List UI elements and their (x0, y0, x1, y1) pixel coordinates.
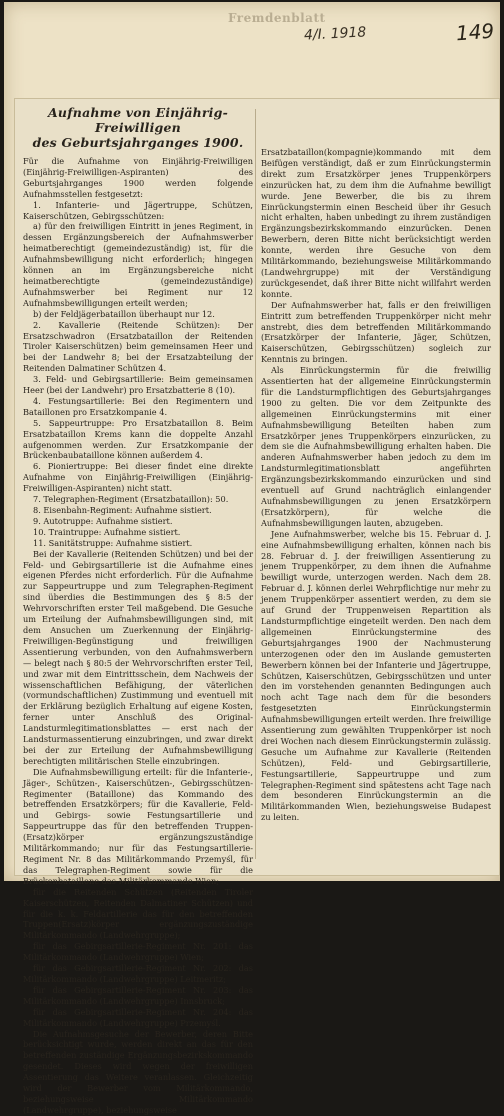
paragraph: Bei der Kavallerie (Reitenden Schützen) und bei der Feld- und Gebirgsartillerie ist die Aufnahme eines eigenen Pferdes nicht erforderlich. Für die Aufnahme zur Sappeurtruppe und zum Telegraphen-Regiment sind überdies die Bestimmungen des § 8:5 der Wehrvorschriften erster Teil maßgebend. Die Gesuche um Erteilung der Aufnahmsbewilligungen sind, mit dem Ansuchen um Zuerkennung der Einjährig-Freiwilligen-Begünstigung und freiwilligen Assentierung verbunden, von den Aufnahmswerbern — belegt nach § 80:5 der Wehrvorschriften erster Teil, und zwar mit dem Eintrittsschein, dem Nachweis der wissenschaftlichen Befähigung, der väterlichen (vormundschaftlichen) Zustimmung und eventuell mit der Erklärung bezüglich Erhaltung auf eigene Kosten, ferner unter Anschluß des Original-Landsturmlegitimationsblattes — erst nach der Landsturmassentierung einzubringen, und zwar direkt bei der zur Erteilung der Aufnahmsbewilligung berechtigten militärischen Stelle einzubringen. (23, 548, 253, 766)
paragraph: 2. Kavallerie (Reitende Schützen): Der Ersatzschwadron (Ersatzbataillon der Reitenden Tiroler Kaiserschützen) beim gemeinsamen Heer und bei der Landwehr 8; bei der Ersatzabteilung der Reitenden Dalmatiner Schützen 4. (23, 319, 253, 374)
paragraph: Für die Aufnahme von Einjährig-Freiwilligen (Einjährig-Freiwilligen-Aspiranten) des Geburtsjahrganges 1900 werden folgende Aufnahmsstellen festgesetzt: (23, 156, 253, 199)
paragraph: für das Gebirgsartillerie-Regiment Nr. 201: das Militärkommando (Landwehrgruppe) Wien; (23, 941, 253, 963)
paragraph: für das Gebirgsartillerie-Regiment Nr. 202: das Militärkommando (Landwehrgruppe) Leitmeritz; (23, 963, 253, 984)
paragraph: 6. Pioniertruppe: Bei dieser findet eine direkte Aufnahme von Einjährig-Freiwilligen (Einjährig-Freiwilligen-Aspiranten) nicht statt. (23, 461, 253, 494)
paragraph: 11. Sanitätstruppe: Aufnahme sistiert. (33, 537, 193, 548)
paragraph: 5. Sappeurtruppe: Pro Ersatzbataillon 8. Beim Ersatzbataillon Krems kann die doppelte Anzahl aufgenommen werden. Zur Ersatzkompanie der Brückenbaubataillone können außerdem 4. (23, 417, 253, 461)
archive-stamp: Fremdenblatt (228, 11, 326, 25)
paragraph: Ersatzbataillon(kompagnie)kommando mit dem Beifügen verständigt, daß er zum Einrückungstermin direkt zum Ersatzkörper jenes Truppenkörpers einzurücken hat, zu dem ihm die Aufnahme bewilligt wurde. Jene Bewerber, die bis zu ihrem Einrückungstermin einen Bescheid über ihr Gesuch nicht erhalten, haben unbedingt zu ihrem zuständigen Ergänzungsbezirkskommando einzurücken. Denen Bewerbern, deren Bitte nicht berücksichtigt werden konnte, werden ihre Gesuche von dem Militärkommando, beziehungsweise Militärkommando (Landwehrgruppe) mit der Verständigung zurückgesendet, daß ihrer Bitte nicht willfahrt werden konnte. (261, 147, 491, 299)
column-divider (255, 109, 256, 859)
paragraph: für die Reitenden Schützen (Reitenden Tiroler Kaiserschützen, Reitenden Dalmatiner Schützen) und für die k. k. Feldartillerie das für den betreffenden Truppen(Ersatz)körper ergänzungszuständige Militärkommando (Landwehrgruppe); (23, 886, 253, 941)
paragraph: 3. Feld- und Gebirgsartillerie: Beim gemeinsamen Heer (bei der Landwehr) pro Ersatzbatterie 8 (10). (23, 374, 253, 396)
paragraph: a) für den freiwilligen Eintritt in jenes Regiment, in dessen Ergänzungsbereich der Aufnahmswerber heimatberechtigt (gemeindezuständig) ist, für die Aufnahmsbewilligung nicht erforderlich; hingegen können an im Ergänzungsbereiche nicht heimatberechtigte (gemeindezuständige) Aufnahmswerber bei Regiment nur 12 Aufnahmsbewilligungen erteilt werden; (23, 221, 253, 308)
article-right-column (261, 147, 491, 823)
paragraph: 8. Eisenbahn-Regiment: Aufnahme sistiert. (33, 505, 212, 515)
paragraph: Jene Aufnahmswerber, welche bis 15. Februar d. J. eine Aufnahmsbewilligung erhalten, können nach bis 28. Februar d. J. der freiwilligen Assentierung zu jenem Truppenkörper, zu dem ihnen die Aufnahme bewilligt wurde, unterzogen werden. Nach dem 28. Februar d. J. können derlei Wehrpflichtige nur mehr zu jenem Truppenkörper assentiert werden, zu dem sie auf Grund der Truppenweisen Repartition als Landsturmpflichtige eingeteilt werden. Den nach dem allgemeinen Einrückungstermine des Geburtsjahrganges 1900 der Nachmusterung unterzogenen oder den im Auslande gemusterten Bewerbern können bei der Infanterie und Jägertruppe, Schützen, Kaiserschützen, Gebirgsschützen und unter den im vorstehenden genannten Bedingungen auch noch acht Tage nach dem für die besonders festgesetzten Einrückungstermin Aufnahmsbewilligungen erteilt werden. Ihre freiwillige Assentierung zum gewählten Truppenkörper ist noch drei Wochen nach diesem Einrückungstermin zulässig. Gesuche um Aufnahme zur Kavallerie (Reitenden Schützen), Feld- und Gebirgsartillerie, Festungsartillerie, Sappeurtruppe und zum Telegraphen-Regiment sind spätestens acht Tage nach dem besonderen Einrückungstermin an die Militärkommanden Wien, beziehungsweise Budapest zu leiten. (261, 528, 491, 823)
article-title-line-1: Aufnahme von Einjährig-Freiwilligen (48, 105, 228, 135)
paragraph: 9. Autotruppe: Aufnahme sistiert. (33, 515, 173, 526)
paragraph: 4. Festungsartillerie: Bei den Regimentern und Bataillonen pro Ersatzkompanie 4. (23, 395, 253, 417)
paragraph: Die Aufnahmsbewilligung erteilt: für die Infanterie-, Jäger-, Schützen-, Kaiserschützen-, Gebirgsschützen-Regimenter (Bataillone) das Kommando des betreffenden Ersatzkörpers; für die Kavallerie, Feld- und Gebirgs- sowie Festungsartillerie und Sappeurtruppe das für den betreffenden Truppen-(Ersatz)körper ergänzungszuständige Militärkommando; nur für das Festungsartillerie-Regiment Nr. 8 das Militärkommando Przemyśl, für das Telegraphen-Regiment sowie für die Brückenbataillone das Militärkommando Wien; (23, 766, 253, 886)
paragraph: für das Gebirgsartillerie-Regiment Nr. 203: das Militärkommando (Landwehrgruppe) Innsbruck; (23, 984, 253, 1006)
article-left-column (23, 105, 253, 1115)
paragraph: für das Gebirgsartillerie-Regiment Nr. 204: das Militärkommando (Landwehrgruppe) Przemyśl. (23, 1006, 253, 1028)
article-title (23, 105, 253, 150)
handwritten-date: 4/I. 1918 (303, 24, 367, 44)
paragraph: Als Einrückungstermin für die freiwillig Assentierten hat der allgemeine Einrückungstermin für die Landsturmpflichtigen des Geburtsjahrganges 1900 zu gelten. Die vor dem Zeitpunkte des allgemeinen Einrückungstermins mit einer Aufnahmsbewilligung Beteilten haben zum Ersatzkörper jenes Truppenkörpers einzurücken, zu dem sie die Aufnahmsbewilligung erhalten haben. Die anderen Aufnahmswerber haben jedoch zu dem im Landsturmlegitimationsblatt angeführten Ergänzungsbezirkskommando einzurücken und sind eventuell auf Grund nachträglich einlangender Aufnahmsbewilligungen zu jenen Ersatzkörpern (Ersatzkörpern), für welche die Aufnahmsbewilligungen lauten, abzugeben. (261, 365, 491, 528)
paragraph: 7. Telegraphen-Regiment (Ersatzbataillon): 50. (33, 494, 229, 505)
handwritten-page-number: 149 (455, 18, 495, 46)
paragraph: b) der Feldjägerbataillon überhaupt nur 12. (33, 308, 215, 319)
paragraph: Die Aufnahmsgesuche der Bewerber, deren Bitte berücksichtigt wurde, werden direkt an das für den betreffenden zuständige Ergänzungsbezirkskommando gesendet. Dieses wird wegen der freiwilligen Assentierung das Weitere veranlassen. Gleichzeitig wird der Bewerber vom Militärkommando, beziehungsweise Militärkommando (Landwehrgruppe), beziehungsweise (23, 1028, 253, 1115)
newspaper-clipping (14, 98, 500, 1115)
paragraph: 1. Infanterie- und Jägertruppe, Schützen, Kaiserschützen, Gebirgsschützen: (23, 199, 253, 221)
article-title-line-2: des Geburtsjahrganges 1900. (32, 135, 244, 150)
paragraph: 10. Traintruppe: Aufnahme sistiert. (33, 526, 181, 537)
paragraph: Der Aufnahmswerber hat, falls er den freiwilligen Eintritt zum betreffenden Truppenkörper nicht mehr anstrebt, dies dem betreffenden Militärkommando (Ersatzkörper der Infanterie, Jäger, Schützen, Kaiserschützen, Gebirgsschützen) sogleich zur Kenntnis zu bringen. (261, 299, 491, 365)
archive-page (4, 2, 500, 1115)
